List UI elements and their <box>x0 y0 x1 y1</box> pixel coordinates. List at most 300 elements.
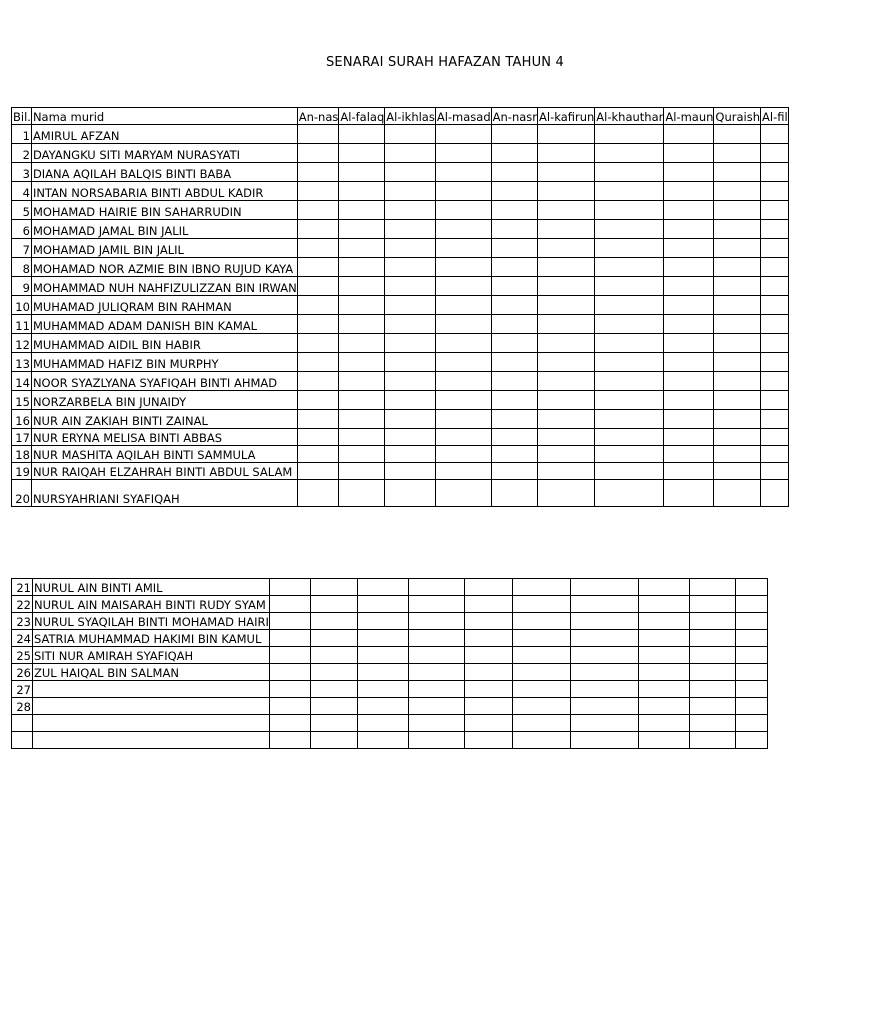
checkbox-cell-al-kafirun <box>538 296 595 315</box>
row-number: 6 <box>12 220 32 239</box>
checkbox-cell-al-khauthar <box>595 410 664 429</box>
checkbox-cell-an-nas <box>297 163 339 182</box>
checkbox-cell-al-kafirun <box>538 277 595 296</box>
checkbox-cell-quraish <box>690 664 736 681</box>
row-number: 26 <box>12 664 33 681</box>
checkbox-cell-al-masad <box>408 681 464 698</box>
checkbox-cell-al-fil <box>736 579 768 596</box>
table-row <box>12 182 789 201</box>
student-name: MUHAMMAD AIDIL BIN HABIR <box>31 334 297 353</box>
checkbox-cell-quraish <box>714 463 761 480</box>
table-row <box>12 480 789 507</box>
checkbox-cell-al-masad <box>408 613 464 630</box>
checkbox-cell-al-maun <box>639 681 690 698</box>
checkbox-cell-quraish <box>714 353 761 372</box>
table-row <box>12 429 789 446</box>
checkbox-cell-an-nasr <box>491 125 537 144</box>
row-number: 2 <box>12 144 32 163</box>
checkbox-cell-al-khauthar <box>595 463 664 480</box>
table-row <box>12 391 789 410</box>
checkbox-cell-an-nasr <box>464 681 513 698</box>
checkbox-cell-al-ikhlas <box>357 596 408 613</box>
checkbox-cell-al-fil <box>736 715 768 732</box>
checkbox-cell-an-nasr <box>491 239 537 258</box>
checkbox-cell-al-falaq <box>310 647 357 664</box>
checkbox-cell-al-fil <box>761 463 789 480</box>
checkbox-cell-al-khauthar <box>595 296 664 315</box>
checkbox-cell-al-kafirun <box>538 463 595 480</box>
checkbox-cell-al-fil <box>736 664 768 681</box>
checkbox-cell-an-nasr <box>491 201 537 220</box>
checkbox-cell-al-ikhlas <box>357 630 408 647</box>
checkbox-cell-an-nas <box>297 296 339 315</box>
checkbox-cell-quraish <box>714 296 761 315</box>
checkbox-cell-al-khauthar <box>571 715 639 732</box>
checkbox-cell-al-ikhlas <box>385 125 436 144</box>
checkbox-cell-an-nasr <box>464 630 513 647</box>
table-row <box>12 353 789 372</box>
table-row <box>12 698 768 715</box>
row-number: 20 <box>12 480 32 507</box>
checkbox-cell-al-kafirun <box>538 429 595 446</box>
checkbox-cell-al-khauthar <box>571 630 639 647</box>
row-number <box>12 715 33 732</box>
checkbox-cell-al-masad <box>435 372 491 391</box>
row-number: 18 <box>12 446 32 463</box>
checkbox-cell-quraish <box>714 410 761 429</box>
checkbox-cell-an-nas <box>297 125 339 144</box>
checkbox-cell-an-nas <box>269 630 310 647</box>
checkbox-cell-al-kafirun <box>538 353 595 372</box>
checkbox-cell-quraish <box>690 698 736 715</box>
student-name: NUR ERYNA MELISA BINTI ABBAS <box>31 429 297 446</box>
checkbox-cell-an-nasr <box>491 429 537 446</box>
checkbox-cell-al-masad <box>435 334 491 353</box>
checkbox-cell-al-maun <box>664 220 714 239</box>
row-number: 24 <box>12 630 33 647</box>
checkbox-cell-al-falaq <box>339 239 385 258</box>
student-name: NOOR SYAZLYANA SYAFIQAH BINTI AHMAD <box>31 372 297 391</box>
checkbox-cell-al-maun <box>664 201 714 220</box>
checkbox-cell-al-khauthar <box>595 480 664 507</box>
checkbox-cell-an-nas <box>297 334 339 353</box>
checkbox-cell-al-maun <box>639 579 690 596</box>
checkbox-cell-al-ikhlas <box>385 463 436 480</box>
hafazan-table-1 <box>11 107 789 507</box>
checkbox-cell-al-kafirun <box>538 144 595 163</box>
checkbox-cell-al-maun <box>664 463 714 480</box>
checkbox-cell-al-kafirun <box>538 258 595 277</box>
student-name: DIANA AQILAH BALQIS BINTI BABA <box>31 163 297 182</box>
checkbox-cell-al-khauthar <box>595 182 664 201</box>
checkbox-cell-quraish <box>714 220 761 239</box>
table-row <box>12 315 789 334</box>
checkbox-cell-al-falaq <box>310 715 357 732</box>
checkbox-cell-al-khauthar <box>595 258 664 277</box>
checkbox-cell-al-kafirun <box>513 630 571 647</box>
checkbox-cell-al-ikhlas <box>385 201 436 220</box>
checkbox-cell-al-falaq <box>339 410 385 429</box>
checkbox-cell-al-ikhlas <box>385 182 436 201</box>
checkbox-cell-al-khauthar <box>571 579 639 596</box>
header-al-khauthar: Al-khauthar <box>595 108 664 125</box>
header-al-ikhlas: Al-ikhlas <box>385 108 436 125</box>
checkbox-cell-al-ikhlas <box>385 163 436 182</box>
student-name: NURSYAHRIANI SYAFIQAH <box>31 480 297 507</box>
checkbox-cell-al-kafirun <box>538 220 595 239</box>
checkbox-cell-an-nasr <box>464 579 513 596</box>
student-name: MUHAMMAD HAFIZ BIN MURPHY <box>31 353 297 372</box>
checkbox-cell-al-ikhlas <box>385 239 436 258</box>
checkbox-cell-al-fil <box>761 258 789 277</box>
checkbox-cell-quraish <box>690 732 736 749</box>
checkbox-cell-al-kafirun <box>538 446 595 463</box>
row-number: 19 <box>12 463 32 480</box>
checkbox-cell-al-ikhlas <box>385 372 436 391</box>
student-name: ZUL HAIQAL BIN SALMAN <box>32 664 269 681</box>
checkbox-cell-an-nas <box>297 144 339 163</box>
checkbox-cell-al-maun <box>639 613 690 630</box>
checkbox-cell-an-nas <box>269 664 310 681</box>
checkbox-cell-an-nas <box>269 647 310 664</box>
row-number: 14 <box>12 372 32 391</box>
checkbox-cell-quraish <box>714 182 761 201</box>
checkbox-cell-an-nasr <box>464 613 513 630</box>
header-al-fil: Al-fil <box>761 108 789 125</box>
checkbox-cell-quraish <box>714 277 761 296</box>
checkbox-cell-al-ikhlas <box>385 446 436 463</box>
checkbox-cell-al-falaq <box>339 296 385 315</box>
checkbox-cell-al-fil <box>736 732 768 749</box>
checkbox-cell-al-maun <box>664 410 714 429</box>
checkbox-cell-an-nas <box>269 613 310 630</box>
checkbox-cell-an-nas <box>297 353 339 372</box>
checkbox-cell-al-falaq <box>339 463 385 480</box>
checkbox-cell-quraish <box>714 446 761 463</box>
checkbox-cell-al-khauthar <box>595 353 664 372</box>
checkbox-cell-an-nasr <box>491 410 537 429</box>
checkbox-cell-al-maun <box>639 664 690 681</box>
table-row <box>12 579 768 596</box>
checkbox-cell-al-khauthar <box>595 201 664 220</box>
checkbox-cell-al-ikhlas <box>385 391 436 410</box>
checkbox-cell-al-falaq <box>310 664 357 681</box>
checkbox-cell-al-maun <box>664 144 714 163</box>
checkbox-cell-quraish <box>690 596 736 613</box>
checkbox-cell-al-kafirun <box>538 125 595 144</box>
checkbox-cell-an-nas <box>297 220 339 239</box>
checkbox-cell-al-ikhlas <box>357 613 408 630</box>
checkbox-cell-al-khauthar <box>571 681 639 698</box>
student-name: MOHAMAD JAMAL BIN JALIL <box>31 220 297 239</box>
checkbox-cell-al-fil <box>736 630 768 647</box>
checkbox-cell-al-falaq <box>339 125 385 144</box>
student-name: INTAN NORSABARIA BINTI ABDUL KADIR <box>31 182 297 201</box>
checkbox-cell-an-nasr <box>464 664 513 681</box>
checkbox-cell-quraish <box>714 125 761 144</box>
checkbox-cell-quraish <box>714 372 761 391</box>
checkbox-cell-al-khauthar <box>595 334 664 353</box>
checkbox-cell-al-kafirun <box>513 579 571 596</box>
checkbox-cell-al-masad <box>435 220 491 239</box>
checkbox-cell-al-fil <box>736 698 768 715</box>
checkbox-cell-al-ikhlas <box>357 681 408 698</box>
checkbox-cell-al-masad <box>435 391 491 410</box>
student-name: DAYANGKU SITI MARYAM NURASYATI <box>31 144 297 163</box>
checkbox-cell-al-falaq <box>310 630 357 647</box>
checkbox-cell-al-khauthar <box>571 613 639 630</box>
checkbox-cell-al-khauthar <box>595 315 664 334</box>
checkbox-cell-al-maun <box>639 698 690 715</box>
checkbox-cell-al-ikhlas <box>385 277 436 296</box>
checkbox-cell-quraish <box>690 630 736 647</box>
checkbox-cell-al-kafirun <box>513 664 571 681</box>
checkbox-cell-al-maun <box>664 163 714 182</box>
student-name: NURUL SYAQILAH BINTI MOHAMAD HAIRI <box>32 613 269 630</box>
checkbox-cell-an-nas <box>297 429 339 446</box>
checkbox-cell-al-maun <box>639 630 690 647</box>
checkbox-cell-al-maun <box>639 596 690 613</box>
student-name: MOHAMMAD NUH NAHFIZULIZZAN BIN IRWAN <box>31 277 297 296</box>
row-number: 5 <box>12 201 32 220</box>
checkbox-cell-al-fil <box>736 681 768 698</box>
checkbox-cell-an-nas <box>297 480 339 507</box>
checkbox-cell-al-masad <box>435 446 491 463</box>
checkbox-cell-al-ikhlas <box>357 647 408 664</box>
checkbox-cell-quraish <box>714 315 761 334</box>
checkbox-cell-an-nasr <box>464 715 513 732</box>
checkbox-cell-al-khauthar <box>595 125 664 144</box>
checkbox-cell-al-masad <box>435 258 491 277</box>
table-row <box>12 277 789 296</box>
checkbox-cell-al-fil <box>761 182 789 201</box>
checkbox-cell-al-khauthar <box>571 647 639 664</box>
row-number: 15 <box>12 391 32 410</box>
checkbox-cell-al-falaq <box>339 315 385 334</box>
row-number: 22 <box>12 596 33 613</box>
checkbox-cell-al-falaq <box>310 579 357 596</box>
checkbox-cell-al-kafirun <box>538 334 595 353</box>
checkbox-cell-al-fil <box>761 410 789 429</box>
row-number: 28 <box>12 698 33 715</box>
checkbox-cell-an-nas <box>269 596 310 613</box>
checkbox-cell-al-masad <box>408 647 464 664</box>
page-title: SENARAI SURAH HAFAZAN TAHUN 4 <box>325 55 565 70</box>
table-row <box>12 372 789 391</box>
table-row <box>12 239 789 258</box>
checkbox-cell-an-nasr <box>491 182 537 201</box>
checkbox-cell-al-falaq <box>339 182 385 201</box>
checkbox-cell-quraish <box>714 258 761 277</box>
table-row <box>12 647 768 664</box>
checkbox-cell-an-nas <box>297 372 339 391</box>
checkbox-cell-al-ikhlas <box>357 715 408 732</box>
checkbox-cell-al-khauthar <box>595 277 664 296</box>
student-name: NURUL AIN MAISARAH BINTI RUDY SYAM <box>32 596 269 613</box>
checkbox-cell-an-nas <box>297 391 339 410</box>
checkbox-cell-an-nasr <box>464 732 513 749</box>
checkbox-cell-al-ikhlas <box>357 698 408 715</box>
checkbox-cell-al-ikhlas <box>385 315 436 334</box>
checkbox-cell-al-fil <box>761 125 789 144</box>
checkbox-cell-al-khauthar <box>595 372 664 391</box>
checkbox-cell-al-ikhlas <box>357 579 408 596</box>
student-name: NUR AIN ZAKIAH BINTI ZAINAL <box>31 410 297 429</box>
checkbox-cell-al-maun <box>664 296 714 315</box>
checkbox-cell-al-fil <box>761 334 789 353</box>
checkbox-cell-an-nasr <box>491 480 537 507</box>
checkbox-cell-al-masad <box>435 463 491 480</box>
checkbox-cell-an-nas <box>269 698 310 715</box>
checkbox-cell-quraish <box>714 480 761 507</box>
checkbox-cell-al-falaq <box>339 163 385 182</box>
checkbox-cell-an-nas <box>297 239 339 258</box>
checkbox-cell-al-khauthar <box>595 446 664 463</box>
checkbox-cell-al-kafirun <box>513 613 571 630</box>
checkbox-cell-al-fil <box>736 596 768 613</box>
checkbox-cell-an-nasr <box>491 446 537 463</box>
checkbox-cell-al-khauthar <box>595 220 664 239</box>
checkbox-cell-quraish <box>690 647 736 664</box>
checkbox-cell-an-nas <box>297 315 339 334</box>
checkbox-cell-al-falaq <box>339 353 385 372</box>
checkbox-cell-al-falaq <box>310 681 357 698</box>
table-row <box>12 220 789 239</box>
table-row <box>12 334 789 353</box>
checkbox-cell-al-kafirun <box>513 647 571 664</box>
checkbox-cell-al-ikhlas <box>385 144 436 163</box>
checkbox-cell-an-nasr <box>491 296 537 315</box>
checkbox-cell-quraish <box>690 715 736 732</box>
checkbox-cell-al-fil <box>761 315 789 334</box>
checkbox-cell-quraish <box>690 613 736 630</box>
student-name: MOHAMAD NOR AZMIE BIN IBNO RUJUD KAYA <box>31 258 297 277</box>
checkbox-cell-al-fil <box>736 647 768 664</box>
checkbox-cell-an-nasr <box>491 334 537 353</box>
checkbox-cell-an-nas <box>269 579 310 596</box>
checkbox-cell-al-masad <box>408 732 464 749</box>
student-name <box>32 732 269 749</box>
checkbox-cell-al-masad <box>435 201 491 220</box>
checkbox-cell-al-falaq <box>310 698 357 715</box>
checkbox-cell-an-nas <box>297 182 339 201</box>
checkbox-cell-an-nas <box>297 410 339 429</box>
row-number: 23 <box>12 613 33 630</box>
checkbox-cell-al-masad <box>408 579 464 596</box>
checkbox-cell-al-fil <box>761 480 789 507</box>
checkbox-cell-al-falaq <box>339 372 385 391</box>
table-row <box>12 144 789 163</box>
checkbox-cell-al-masad <box>435 480 491 507</box>
row-number: 9 <box>12 277 32 296</box>
checkbox-cell-al-kafirun <box>538 182 595 201</box>
checkbox-cell-quraish <box>714 144 761 163</box>
header-nama-murid: Nama murid <box>31 108 297 125</box>
table-row <box>12 410 789 429</box>
checkbox-cell-al-maun <box>639 647 690 664</box>
checkbox-cell-al-ikhlas <box>385 410 436 429</box>
checkbox-cell-al-falaq <box>339 480 385 507</box>
checkbox-cell-al-fil <box>761 220 789 239</box>
checkbox-cell-quraish <box>714 334 761 353</box>
checkbox-cell-al-maun <box>664 429 714 446</box>
row-number: 17 <box>12 429 32 446</box>
checkbox-cell-al-maun <box>664 446 714 463</box>
header-al-maun: Al-maun <box>664 108 714 125</box>
checkbox-cell-al-kafirun <box>513 681 571 698</box>
checkbox-cell-al-kafirun <box>538 372 595 391</box>
checkbox-cell-al-khauthar <box>571 596 639 613</box>
student-name: MOHAMAD JAMIL BIN JALIL <box>31 239 297 258</box>
checkbox-cell-al-maun <box>664 391 714 410</box>
checkbox-cell-al-khauthar <box>595 429 664 446</box>
checkbox-cell-an-nas <box>269 732 310 749</box>
table-row <box>12 125 789 144</box>
checkbox-cell-al-kafirun <box>538 163 595 182</box>
checkbox-cell-an-nas <box>297 277 339 296</box>
checkbox-cell-al-masad <box>435 182 491 201</box>
checkbox-cell-al-kafirun <box>538 239 595 258</box>
checkbox-cell-al-khauthar <box>595 144 664 163</box>
student-name <box>32 681 269 698</box>
checkbox-cell-al-kafirun <box>513 732 571 749</box>
checkbox-cell-al-masad <box>435 125 491 144</box>
checkbox-cell-al-kafirun <box>538 201 595 220</box>
checkbox-cell-quraish <box>714 239 761 258</box>
header-an-nas: An-nas <box>297 108 339 125</box>
header-row <box>12 108 789 125</box>
checkbox-cell-al-kafirun <box>538 480 595 507</box>
checkbox-cell-al-falaq <box>310 596 357 613</box>
checkbox-cell-al-fil <box>736 613 768 630</box>
table-row <box>12 664 768 681</box>
checkbox-cell-an-nasr <box>491 463 537 480</box>
table-row <box>12 258 789 277</box>
checkbox-cell-al-maun <box>664 480 714 507</box>
checkbox-cell-al-falaq <box>310 732 357 749</box>
checkbox-cell-al-masad <box>408 630 464 647</box>
checkbox-cell-an-nasr <box>491 163 537 182</box>
checkbox-cell-an-nasr <box>491 258 537 277</box>
checkbox-cell-an-nasr <box>491 391 537 410</box>
row-number: 7 <box>12 239 32 258</box>
checkbox-cell-al-maun <box>639 715 690 732</box>
checkbox-cell-an-nasr <box>464 596 513 613</box>
checkbox-cell-an-nas <box>297 201 339 220</box>
hafazan-table-2 <box>11 578 768 749</box>
checkbox-cell-al-ikhlas <box>357 732 408 749</box>
checkbox-cell-an-nasr <box>491 315 537 334</box>
checkbox-cell-al-khauthar <box>595 391 664 410</box>
student-name: NORZARBELA BIN JUNAIDY <box>31 391 297 410</box>
checkbox-cell-al-khauthar <box>595 163 664 182</box>
row-number: 4 <box>12 182 32 201</box>
student-name: MUHAMMAD ADAM DANISH BIN KAMAL <box>31 315 297 334</box>
checkbox-cell-al-masad <box>435 239 491 258</box>
checkbox-cell-al-fil <box>761 296 789 315</box>
checkbox-cell-al-fil <box>761 372 789 391</box>
checkbox-cell-al-ikhlas <box>385 429 436 446</box>
row-number: 10 <box>12 296 32 315</box>
checkbox-cell-al-masad <box>435 144 491 163</box>
checkbox-cell-an-nasr <box>464 698 513 715</box>
checkbox-cell-al-fil <box>761 446 789 463</box>
checkbox-cell-al-falaq <box>339 446 385 463</box>
checkbox-cell-al-masad <box>408 596 464 613</box>
checkbox-cell-al-fil <box>761 144 789 163</box>
table-row <box>12 715 768 732</box>
student-name: SATRIA MUHAMMAD HAKIMI BIN KAMUL <box>32 630 269 647</box>
